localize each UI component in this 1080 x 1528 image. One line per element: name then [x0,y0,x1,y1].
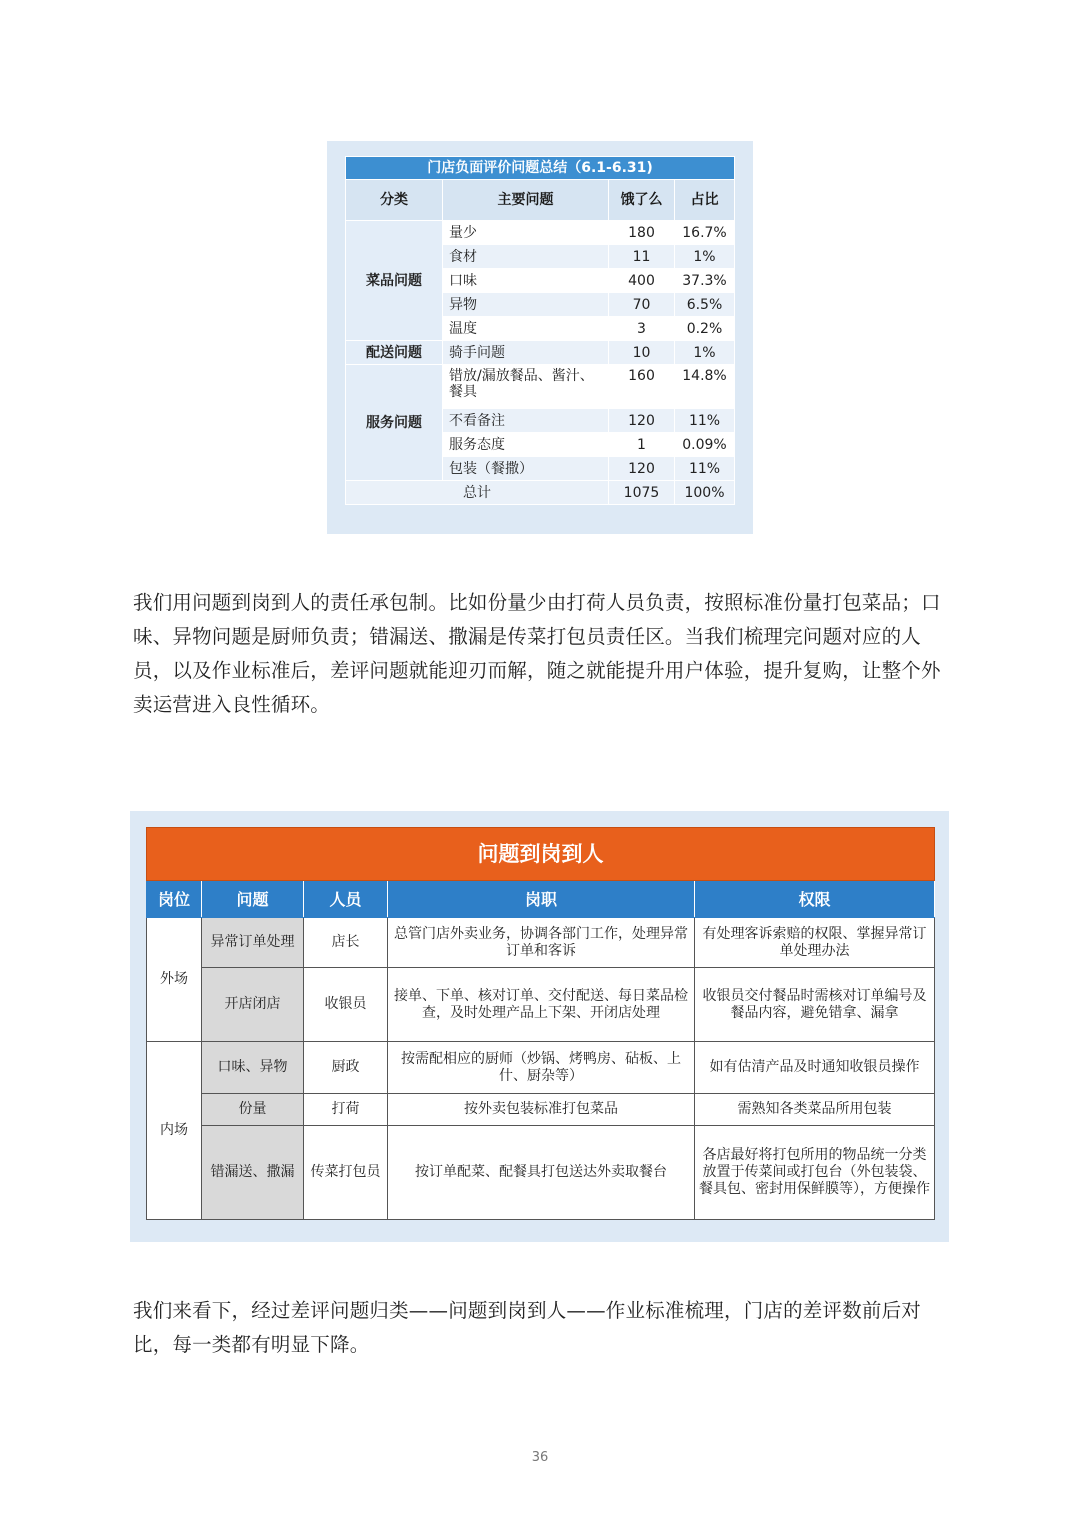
authority-cell: 各店最好将打包所用的物品统一分类放置于传菜间或打包台（外包装袋、餐具包、密封用保鲜膜等），方便操作 [695,1126,935,1220]
pct-cell: 14.8% [675,365,735,409]
count-cell: 120 [609,409,675,433]
pct-cell: 37.3% [675,269,735,293]
duty-cell: 接单、下单、核对订单、交付配送、每日菜品检查，及时处理产品上下架、开闭店处理 [388,968,695,1042]
col-header-problem: 问题 [202,881,304,918]
person-cell: 传菜打包员 [304,1126,388,1220]
count-cell: 3 [609,317,675,341]
duty-cell: 按需配相应的厨师（炒锅、烤鸭房、砧板、上什、厨杂等） [388,1042,695,1094]
count-cell: 120 [609,457,675,481]
table-title: 门店负面评价问题总结（6.1-6.31) [346,157,735,180]
person-cell: 打荷 [304,1094,388,1126]
count-cell: 180 [609,221,675,245]
pct-cell: 0.09% [675,433,735,457]
body-paragraph-2: 我们来看下，经过差评问题归类——问题到岗到人——作业标准梳理，门店的差评数前后对比，每一类都有明显下降。 [133,1299,922,1356]
issue-cell: 错放/漏放餐品、酱汁、餐具 [443,365,609,409]
issue-cell: 量少 [443,221,609,245]
responsibility-table [146,827,935,1220]
issue-cell: 异物 [443,293,609,317]
problem-cell: 开店闭店 [202,968,304,1042]
pct-cell: 6.5% [675,293,735,317]
pct-cell: 1% [675,245,735,269]
category-delivery: 配送问题 [346,341,443,365]
duty-cell: 按外卖包装标准打包菜品 [388,1094,695,1126]
position-back: 内场 [147,1042,202,1220]
duty-cell: 总管门店外卖业务，协调各部门工作，处理异常订单和客诉 [388,918,695,968]
page-number: 36 [531,1450,549,1465]
issue-cell: 食材 [443,245,609,269]
col-header-issue: 主要问题 [443,180,609,221]
authority-cell: 如有估清产品及时通知收银员操作 [695,1042,935,1094]
review-summary-table [345,156,735,505]
issue-cell: 服务态度 [443,433,609,457]
body-paragraph-1: 我们用问题到岗到人的责任承包制。比如份量少由打荷人员负责，按照标准份量打包菜品；口味、异物问题是厨师负责；错漏送、撒漏是传菜打包员责任区。当我们梳理完问题对应的人员，以及作业标准后，差评问题就能迎刃而解，随之就能提升用户体验，提升复购，让整个外卖运营进入良性循环。 [133,591,941,716]
issue-cell: 口味 [443,269,609,293]
table-title: 问题到岗到人 [147,828,935,881]
col-header-position: 岗位 [147,881,202,918]
count-cell: 70 [609,293,675,317]
person-cell: 收银员 [304,968,388,1042]
authority-cell: 有处理客诉索赔的权限、掌握异常订单处理办法 [695,918,935,968]
problem-cell: 错漏送、撒漏 [202,1126,304,1220]
review-summary-figure [327,141,753,534]
category-dish: 菜品问题 [346,221,443,341]
total-label: 总计 [346,481,609,505]
total-count: 1075 [609,481,675,505]
col-header-category: 分类 [346,180,443,221]
count-cell: 160 [609,365,675,409]
problem-cell: 异常订单处理 [202,918,304,968]
count-cell: 1 [609,433,675,457]
responsibility-figure [130,811,949,1242]
pct-cell: 11% [675,457,735,481]
pct-cell: 16.7% [675,221,735,245]
col-header-person: 人员 [304,881,388,918]
problem-cell: 口味、异物 [202,1042,304,1094]
pct-cell: 11% [675,409,735,433]
category-service: 服务问题 [346,365,443,481]
authority-cell: 收银员交付餐品时需核对订单编号及餐品内容，避免错拿、漏拿 [695,968,935,1042]
issue-cell: 包装（餐撒） [443,457,609,481]
issue-cell: 不看备注 [443,409,609,433]
position-front: 外场 [147,918,202,1042]
person-cell: 店长 [304,918,388,968]
col-header-duty: 岗职 [388,881,695,918]
pct-cell: 1% [675,341,735,365]
issue-cell: 骑手问题 [443,341,609,365]
col-header-ratio: 占比 [675,180,735,221]
count-cell: 11 [609,245,675,269]
col-header-authority: 权限 [695,881,935,918]
count-cell: 400 [609,269,675,293]
authority-cell: 需熟知各类菜品所用包装 [695,1094,935,1126]
pct-cell: 0.2% [675,317,735,341]
count-cell: 10 [609,341,675,365]
total-pct: 100% [675,481,735,505]
duty-cell: 按订单配菜、配餐具打包送达外卖取餐台 [388,1126,695,1220]
person-cell: 厨政 [304,1042,388,1094]
problem-cell: 份量 [202,1094,304,1126]
issue-cell: 温度 [443,317,609,341]
col-header-eleme: 饿了么 [609,180,675,221]
